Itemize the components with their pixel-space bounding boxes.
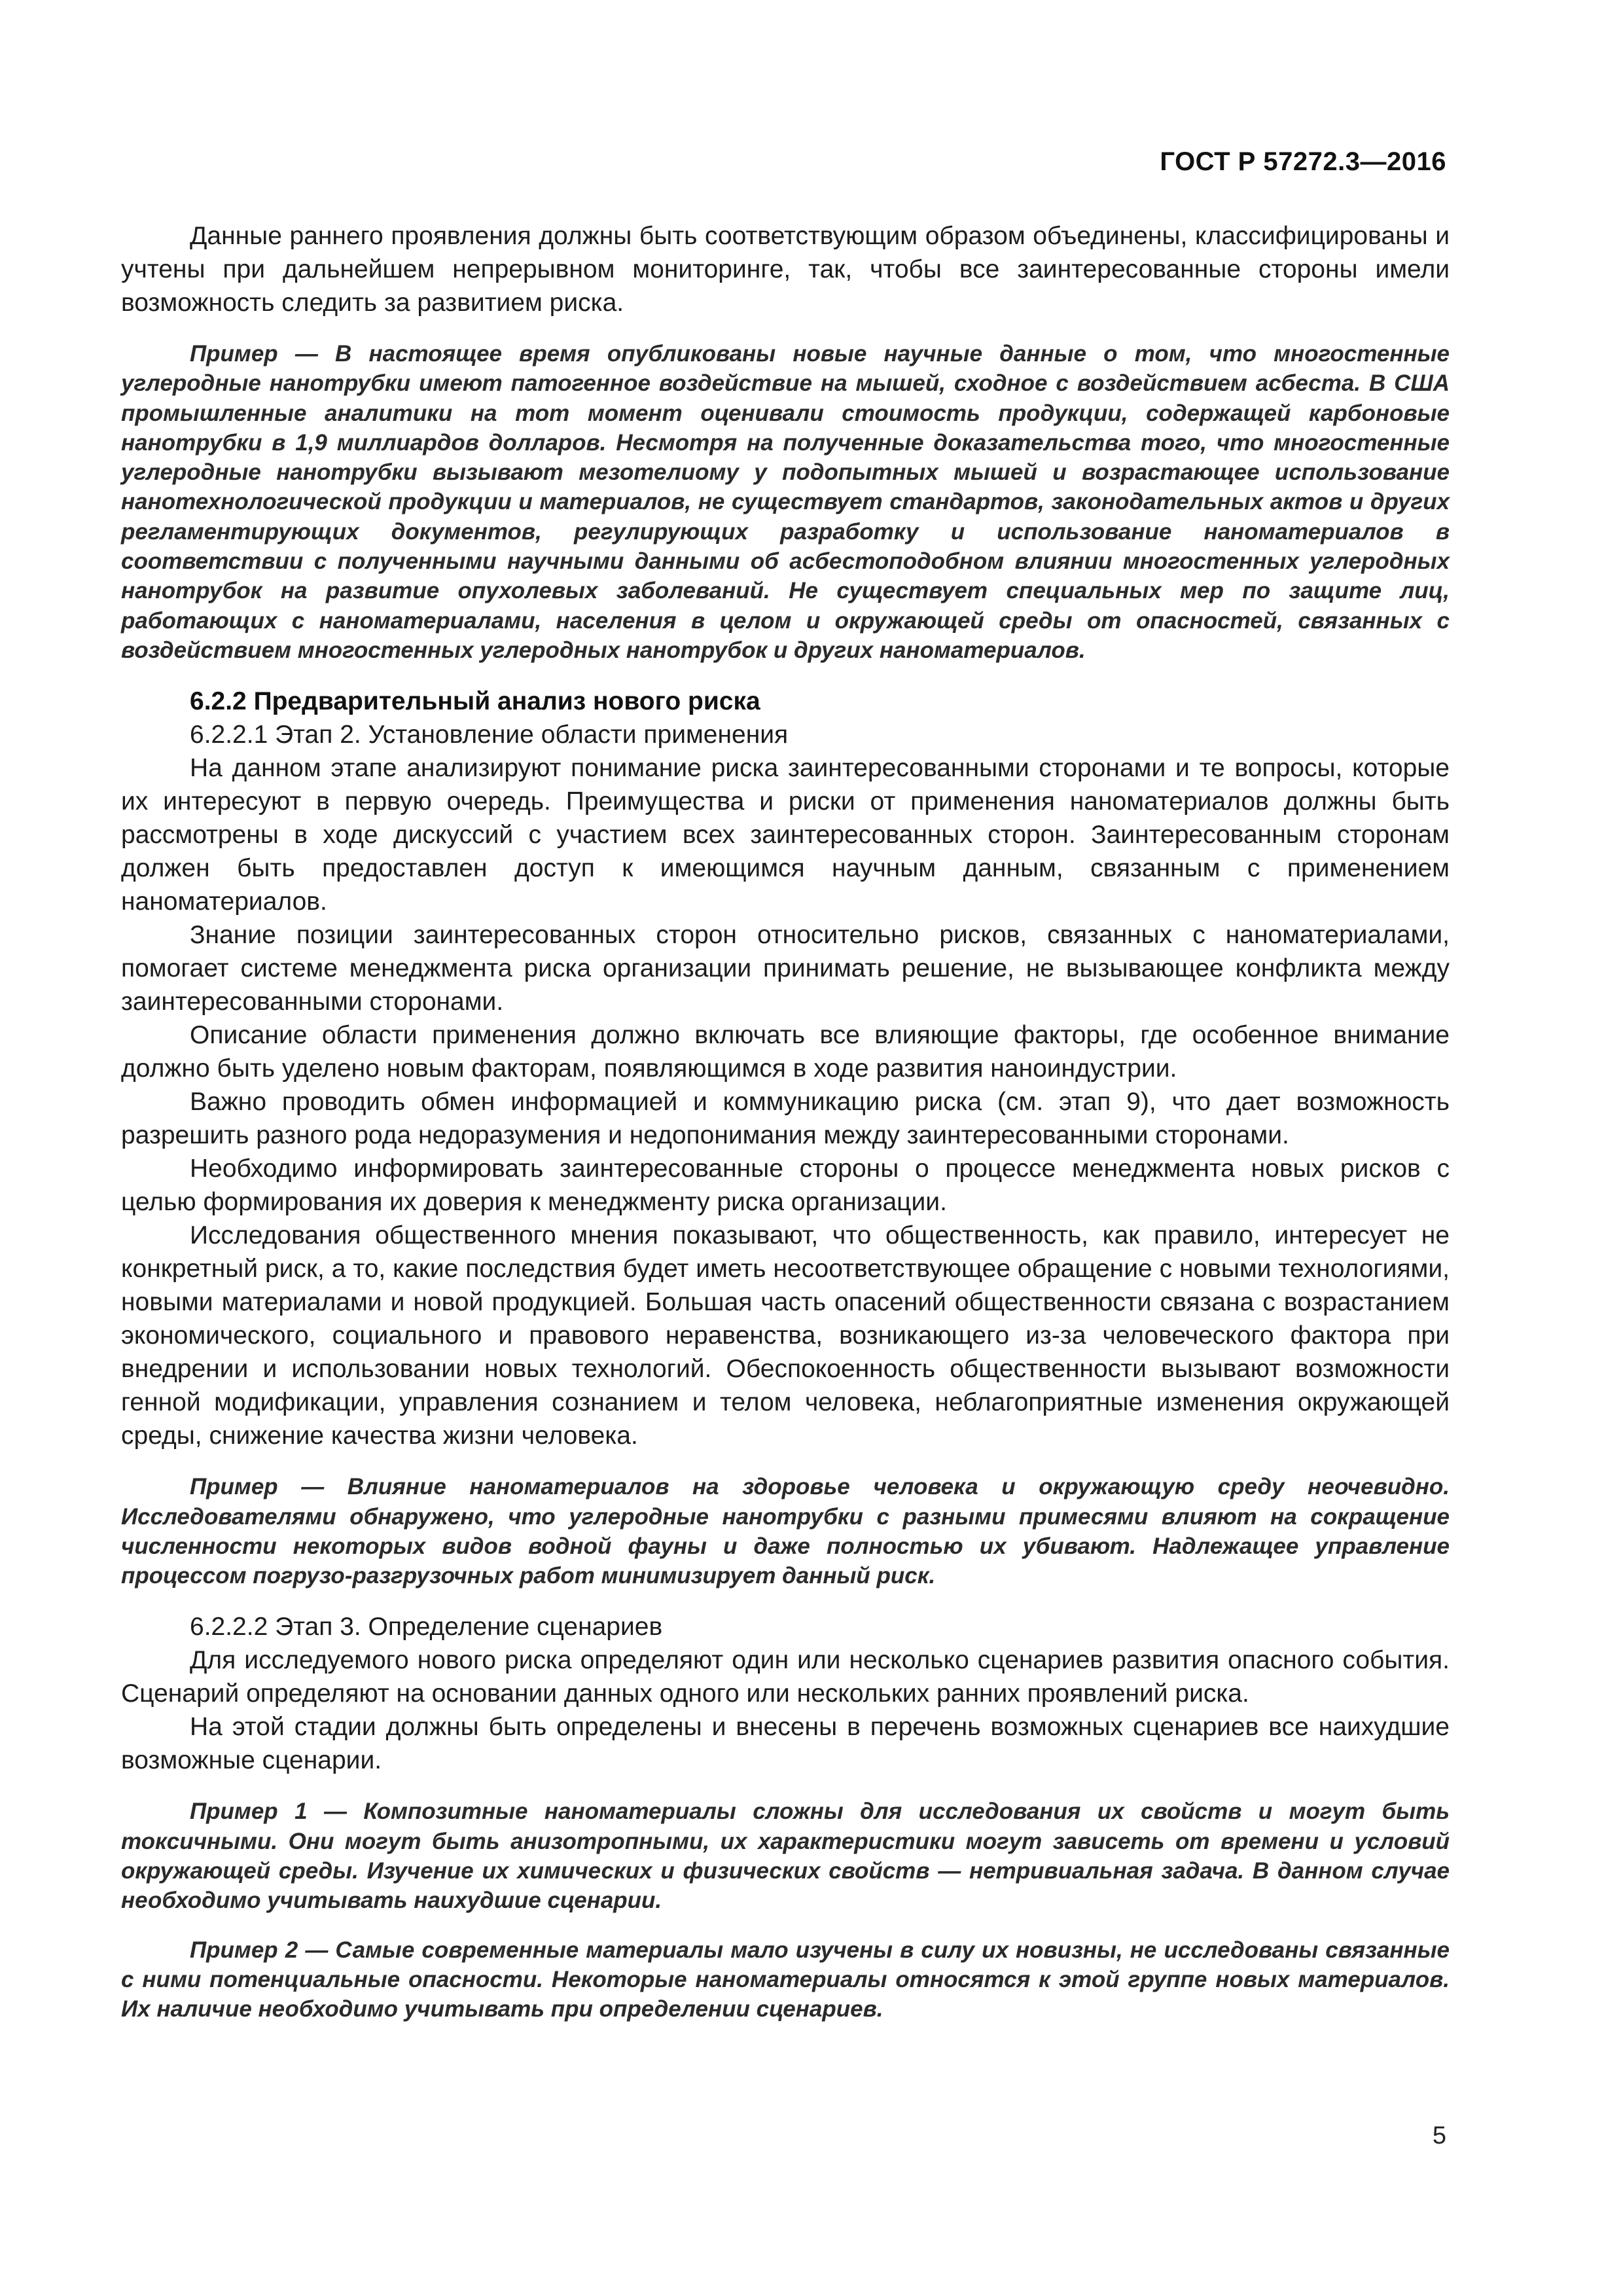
page-number: 5 <box>1432 2122 1446 2149</box>
example-asbestos-note: Пример — В настоящее время опубликованы новые научные данные о том, что многостенные углеродные нанотрубки имеют патогенное воздействие на мышей, сходное с воздействием асбеста. В США промышленные аналитики на тот момент оценивали стоимость продукции, содержащей карбоновые нанотрубки в 1,9 миллиардов долларов. Несмотря на полученные доказательства того, что многостенные углеродные нанотрубки вызывают мезотелиому у подопытных мышей и возрастающее использование нанотехнологической продукции и материалов, не существует стандартов, законодательных актов и других регламентирующих документов, регулирующих разработку и использование наноматериалов в соответствии с полученными научными данными об асбестоподобном влиянии многостенных углеродных нанотрубок на развитие опухолевых заболеваний. Не существует специальных мер по защите лиц, работающих с наноматериалами, населения в целом и окружающей среды от опасностей, связанных с воздействием многостенных углеродных нанотрубок и других наноматериалов. <box>121 341 1450 663</box>
example-2-note: Пример 2 — Самые современные материалы мало изучены в силу их новизны, не исследованы связанные с ними потенциальные опасности. Некоторые наноматериалы относятся к этой группе новых материалов. Их наличие необходимо учитывать при определении сценариев. <box>121 1937 1450 2022</box>
stage-3-paragraph: На этой стадии должны быть определены и внесены в перечень возможных сценариев все наихудшие возможные сценарии. <box>121 1713 1450 1775</box>
stage-2-heading: 6.2.2.1 Этап 2. Установление области применения <box>190 721 789 749</box>
stage-2-paragraph: Исследования общественного мнения показывают, что общественность, как правило, интересует не конкретный риск, а то, какие последствия будет иметь несоответствующее обращение с новыми технологиями, новыми материалами и новой продукцией. Большая часть опасений общественности связана с возрастанием экономического, социального и правового неравенства, возникающего из-за человеческого фактора при внедрении и использовании новых технологий. Обеспокоенность общественности вызывают возможности генной модификации, управления сознанием и телом человека, неблагоприятные изменения окружающей среды, снижение качества жизни человека. <box>121 1221 1450 1450</box>
stage-2-paragraph: Необходимо информировать заинтересованные стороны о процессе менеджмента новых рисков с целью формирования их доверия к менеджменту риска организации. <box>121 1155 1450 1217</box>
stage-2-paragraph: На данном этапе анализируют понимание риска заинтересованными сторонами и те вопросы, которые их интересуют в первую очередь. Преимущества и риски от применения наноматериалов должны быть рассмотрены в ходе дискуссий с участием всех заинтересованных сторон. Заинтересованным сторонам должен быть предоставлен доступ к имеющимся научным данным, связанным с применением наноматериалов. <box>121 754 1450 916</box>
section-6-2-2-heading: 6.2.2 Предварительный анализ нового риска <box>190 687 760 716</box>
intro-paragraph: Данные раннего проявления должны быть соответствующим образом объединены, классифицированы и учтены при дальнейшем непрерывном мониторинге, так, чтобы все заинтересованные стороны имели возможность следить за развитием риска. <box>121 222 1450 317</box>
stage-3-paragraph: Для исследуемого нового риска определяют один или несколько сценариев развития опасного события. Сценарий определяют на основании данных одного или нескольких ранних проявлений риска. <box>121 1646 1450 1708</box>
stage-2-paragraph: Важно проводить обмен информацией и коммуникацию риска (см. этап 9), что дает возможность разрешить разного рода недоразумения и недопонимания между заинтересованными сторонами. <box>121 1088 1450 1150</box>
example-fauna-note: Пример — Влияние наноматериалов на здоровье человека и окружающую среду неочевидно. Исследователями обнаружено, что углеродные нанотрубки с разными примесями влияют на сокращение численности некоторых видов водной фауны и даже полностью их убивают. Надлежащее управление процессом погрузо-разгрузочных работ минимизирует данный риск. <box>121 1474 1450 1589</box>
document-body <box>121 219 1450 2044</box>
example-1-note: Пример 1 — Композитные наноматериалы сложны для исследования их свойств и могут быть токсичными. Они могут быть анизотропными, их характеристики могут зависеть от времени и условий окружающей среды. Изучение их химических и физических свойств — нетривиальная задача. В данном случае необходимо учитывать наихудшие сценарии. <box>121 1799 1450 1914</box>
document-standard-id: ГОСТ Р 57272.3—2016 <box>1160 147 1446 176</box>
stage-3-heading: 6.2.2.2 Этап 3. Определение сценариев <box>190 1613 663 1641</box>
stage-2-paragraph: Знание позиции заинтересованных сторон относительно рисков, связанных с наноматериалами, помогает системе менеджмента риска организации принимать решение, не вызывающее конфликта между заинтересованными сторонами. <box>121 921 1450 1016</box>
stage-2-paragraph: Описание области применения должно включать все влияющие факторы, где особенное внимание должно быть уделено новым факторам, появляющимся в ходе развития наноиндустрии. <box>121 1021 1450 1083</box>
